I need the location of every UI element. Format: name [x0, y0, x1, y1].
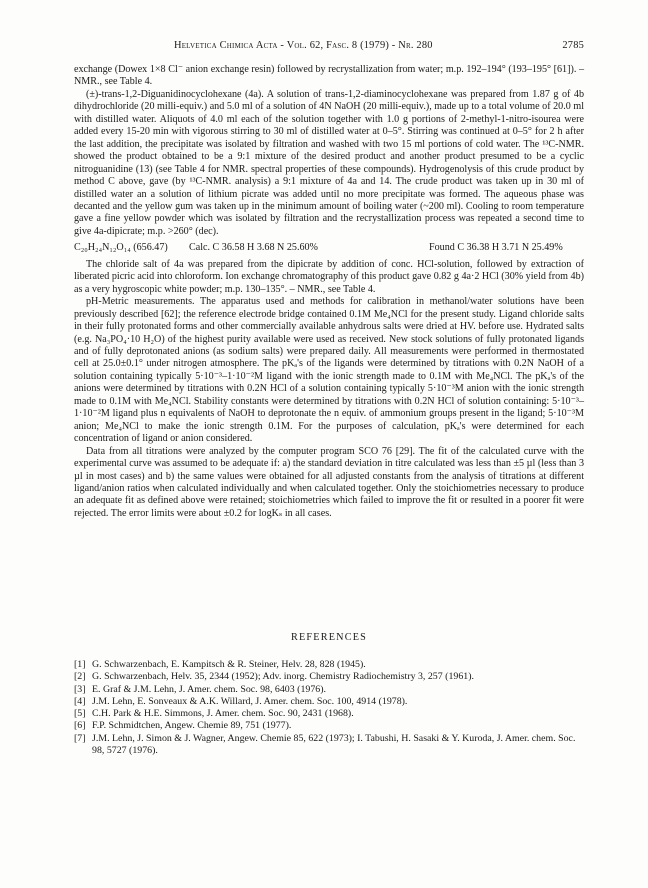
- formula-name: C₂₀H₂₄N₁₂O₁₄ (656.47): [74, 242, 168, 254]
- running-header: [74, 40, 584, 54]
- reference-number: [6]: [74, 720, 86, 732]
- reference-item: [74, 671, 584, 683]
- reference-text: J.M. Lehn, J. Simon & J. Wagner, Angew. Chemie 85, 622 (1973); I. Tabushi, H. Sasaki & Y. Kuroda, J. Amer. chem. Soc. 98, 5727 (1976).: [92, 732, 576, 757]
- paragraph-ph-metric: pH-Metric measurements. The apparatus used and methods for calibration in methanol/water solutions have been previously described [62]; the reference electrode bridge contained 0.1M Me₄NCl for the present study. Ligand chloride salts in their fully protonated forms and other commercially available anhydrous salts were dried at HV. before use. Hydrated salts (e.g. Na₃PO₄·10 H₂O) of the highest purity available were used as received. New stock solutions of fully protonated ligands and of fully deprotonated anions (as sodium salts) were prepared daily. All measurements were performed in thermostated cell at 25.0±0.1° under nitrogen atmosphere. The pKₐ's of the ligands were determined by titrations with 0.2N NaOH of a solution containing typically 5·10⁻³–1·10⁻²M ligand with the ionic strength made to 0.1M with Me₄NCl. The pKₐ's of the anions were determined by titrations with 0.2N HCl of a solution containing typically 5·10⁻³M anion with the ionic strength made to 0.1M with Me₄NCl. Stability constants were determined by titrations with 0.2N HCl of solution containing: 5·10⁻³–1·10⁻²M ligand plus n equivalents of NaOH to deprotonate the n equiv. of ammonium groups present in the ligand; 5·10⁻³M anion; Me₄NCl to make the ionic strength 0.1M. For the purposes of calculation, pKₐ's were determined for each concentration of ligand or anion considered.: [74, 296, 584, 445]
- paragraph-data-analysis: Data from all titrations were analyzed by the computer program SCO 76 [29]. The fit of the calculated curve with the experimental curve was assumed to be adequate if: a) the standard deviation in titre calculated was less than ±5 µl (less than 3 µl in most cases) and b) the same values were obtained for all adjusted constants from the analysis of titrations at different ligand/anion ratios when calculated individually and when calculated together. Only the stoichiometries necessary to produce an adequate fit as defined above were retained; stoichiometries which failed to improve the fit or resulted in a poorer fit were rejected. The error limits were about ±0.2 for logKₛ in all cases.: [74, 445, 584, 519]
- reference-text: G. Schwarzenbach, Helv. 35, 2344 (1952); Adv. inorg. Chemistry Radiochemistry 3, 257 (1961).: [92, 671, 474, 683]
- body-text: [74, 64, 584, 520]
- page-number: 2785: [562, 40, 584, 51]
- elemental-analysis: [74, 242, 584, 254]
- formula-found: Found C 36.38 H 3.71 N 25.49%: [429, 242, 563, 254]
- paragraph-dowex: exchange (Dowex 1×8 Cl⁻ anion exchange resin) followed by recrystallization from water; m.p. 192–194° (193–195° [61]). – NMR., see Table 4.: [74, 64, 584, 88]
- reference-item: [74, 733, 584, 758]
- reference-number: [7]: [74, 732, 86, 744]
- reference-item: [74, 696, 584, 708]
- reference-text: G. Schwarzenbach, E. Kampitsch & R. Steiner, Helv. 28, 828 (1945).: [92, 659, 366, 670]
- references-list: [74, 659, 584, 757]
- formula-calc: Calc. C 36.58 H 3.68 N 25.60%: [189, 242, 318, 254]
- reference-number: [2]: [74, 671, 86, 683]
- reference-text: E. Graf & J.M. Lehn, J. Amer. chem. Soc. 98, 6403 (1976).: [92, 683, 326, 695]
- reference-item: [74, 659, 584, 671]
- references-heading: REFERENCES: [291, 632, 367, 643]
- reference-number: [3]: [74, 683, 86, 695]
- reference-text: J.M. Lehn, E. Sonveaux & A.K. Willard, J. Amer. chem. Soc. 100, 4914 (1978).: [92, 695, 408, 707]
- reference-item: [74, 708, 584, 720]
- reference-text: C.H. Park & H.E. Simmons, J. Amer. chem. Soc. 90, 2431 (1968).: [92, 708, 354, 720]
- reference-number: [1]: [74, 659, 86, 670]
- reference-item: [74, 720, 584, 732]
- journal-title: Helvetica Chimica Acta - Vol. 62, Fasc. 8 (1979) - Nr. 280: [174, 40, 433, 51]
- paragraph-diguanidino-synthesis: (±)-trans-1,2-Diguanidinocyclohexane (4a). A solution of trans-1,2-diaminocyclohexane was prepared from 1.87 g of 4b dihydrochloride (20 milli-equiv.) and 5.0 ml of a solution of 4N NaOH (20 milli-equiv.), made up to a total volume of 20.0 ml with distilled water. Aliquots of 4.0 ml each of the solution together with 1.0 g portions of 2-methyl-1-nitro-isourea were added every 15-20 min with vigorous stirring to 30 ml of distilled water at 0–5°. Stirring was continued at 0–5° for 2 h after the last addition, the precipitate was isolated by filtration and washed with two 15 ml portions of cold water. The ¹³C-NMR. showed the product obtained to be a 9:1 mixture of the desired product and another product presumed to be a cyclic nitroguanidine (13) (see Table 4 for NMR. spectral properties of these compounds). Hydrogenolysis of this crude product by method C above, gave (by ¹³C-NMR. analysis) a 9:1 mixture of 4a and 14. The crude product was taken up in 30 ml of distilled water an a solution of lithium picrate was added until no more precipitate was formed. The aqueous phase was decanted and the yellow gum was taken up in the minimum amount of boiling water (~200 ml). Cooling to room temperature gave a fine yellow powder which was isolated by filtration and the recrystallization process was repeated a second time to give 4a-dipicrate; m.p. >260° (dec).: [74, 88, 584, 237]
- reference-number: [5]: [74, 708, 86, 720]
- reference-text: F.P. Schmidtchen, Angew. Chemie 89, 751 (1977).: [92, 720, 292, 732]
- reference-number: [4]: [74, 695, 86, 707]
- paragraph-chloride-salt: The chloride salt of 4a was prepared from the dipicrate by addition of conc. HCl-solution, followed by extraction of liberated picric acid into chloroform. Ion exchange chromatography of this product gave 0.82 g 4a·2 HCl (30% yield from 4b) as a very hygroscopic white powder; m.p. 130–135°. – NMR., see Table 4.: [74, 258, 584, 295]
- reference-item: [74, 684, 584, 696]
